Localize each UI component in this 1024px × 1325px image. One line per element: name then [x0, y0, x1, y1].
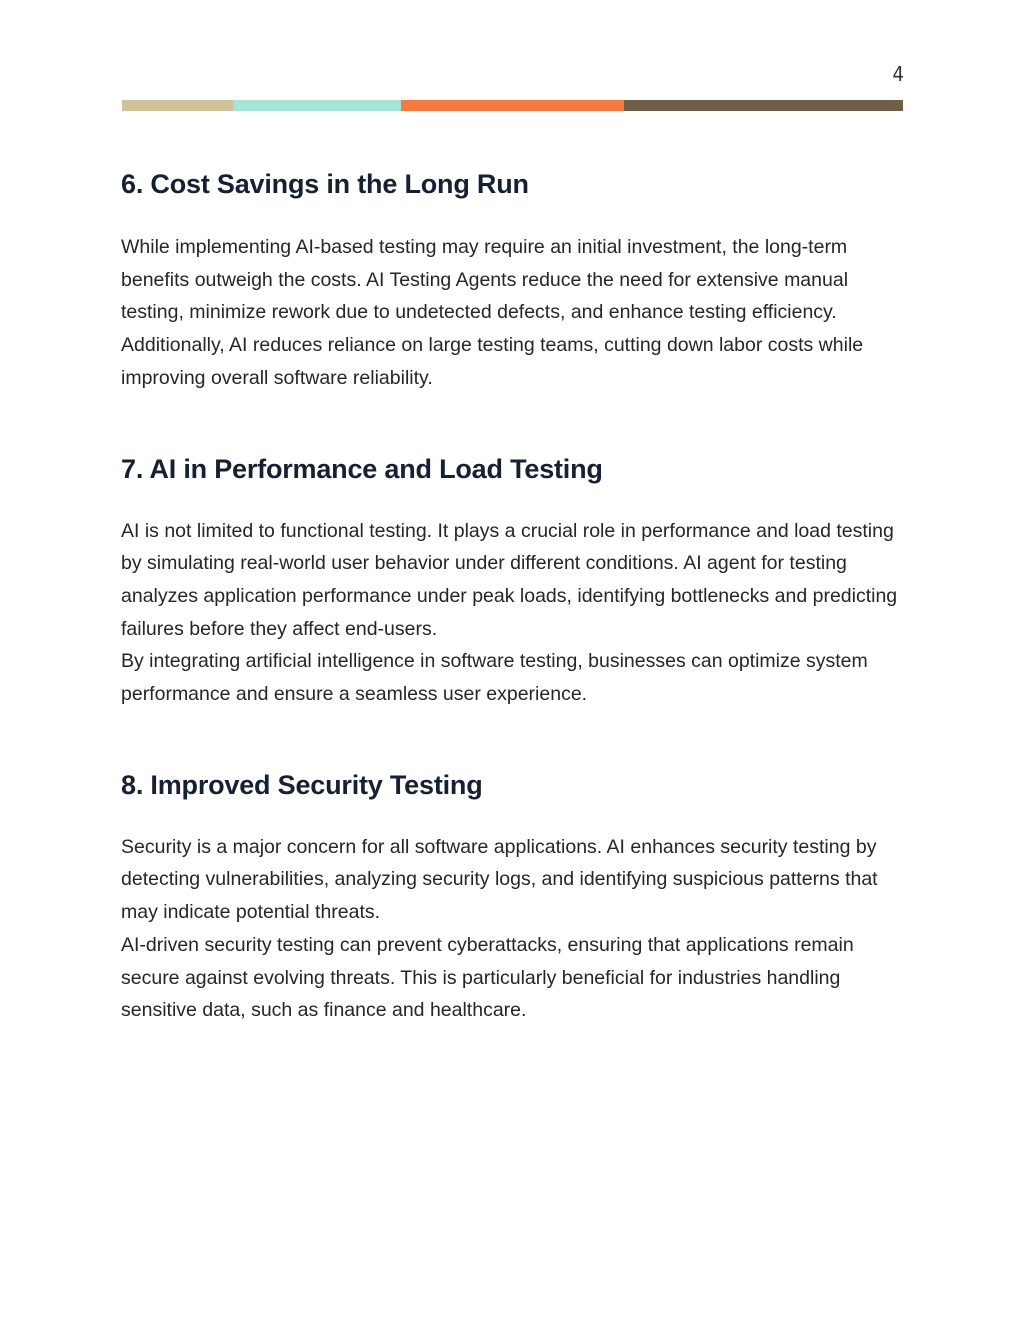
section-body	[121, 231, 911, 395]
document-content	[121, 162, 911, 1027]
decorative-color-band	[122, 100, 903, 111]
color-band-segment-orange	[401, 100, 624, 111]
paragraph: While implementing AI-based testing may require an initial investment, the long-term benefits outweigh the costs. AI Testing Agents reduce the need for extensive manual testing, minimize rework due to undetected defects, and enhance testing efficiency.	[121, 236, 849, 324]
section-cost-savings	[121, 162, 911, 395]
paragraph: AI is not limited to functional testing. It plays a crucial role in performance and load testing by simulating real-world user behavior under different conditions. AI agent for testing analyzes application performance under peak loads, identifying bottlenecks and predicting failures before they affect end-users.	[121, 519, 898, 640]
paragraph: By integrating artificial intelligence in software testing, businesses can optimize system performance and ensure a seamless user experience.	[121, 650, 868, 706]
section-heading: 7. AI in Performance and Load Testing	[121, 453, 603, 484]
section-heading: 6. Cost Savings in the Long Run	[121, 169, 529, 199]
section-heading: 8. Improved Security Testing	[121, 769, 483, 800]
section-security-testing	[121, 763, 911, 1027]
paragraph: Additionally, AI reduces reliance on large testing teams, cutting down labor costs while improving overall software reliability.	[121, 334, 864, 389]
section-body	[121, 831, 911, 1027]
color-band-segment-brown	[624, 100, 903, 111]
color-band-segment-mint	[233, 100, 401, 111]
section-body	[121, 515, 911, 711]
color-band-segment-tan	[122, 100, 233, 111]
paragraph: AI-driven security testing can prevent cyberattacks, ensuring that applications remain secure against evolving threats. This is particularly beneficial for industries handling sensitive data, such as finance and healthcare.	[121, 933, 854, 1022]
paragraph: Security is a major concern for all software applications. AI enhances security testing by detecting vulnerabilities, analyzing security logs, and identifying suspicious patterns that may indicate potential threats.	[121, 835, 878, 924]
section-performance-load-testing	[121, 447, 911, 711]
page-number: 4	[892, 62, 904, 86]
